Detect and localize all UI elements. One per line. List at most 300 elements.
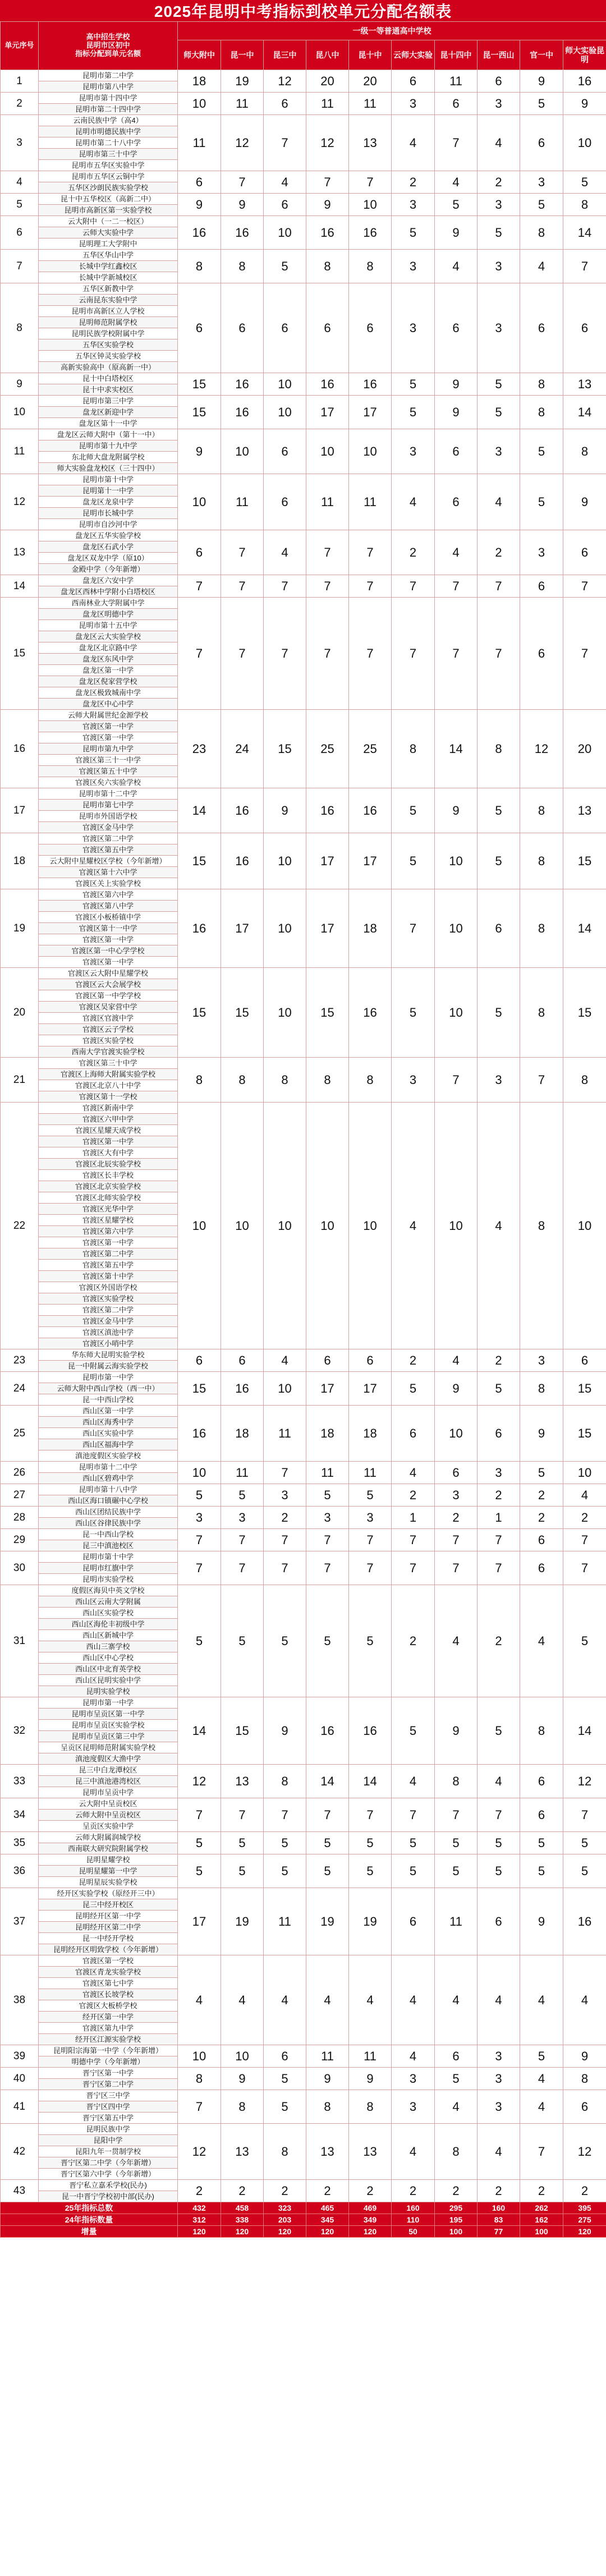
- quota-value: 16: [349, 788, 392, 833]
- quota-value: 3: [435, 1484, 478, 1507]
- summary-value: 120: [221, 2226, 264, 2238]
- quota-value: 6: [520, 1551, 563, 1585]
- school-name: 昆明市第十九中学: [39, 440, 178, 452]
- school-name: 昆明理工大学附中: [39, 238, 178, 250]
- school-name: 滇池度假区实验学校: [39, 1450, 178, 1462]
- quota-value: 11: [349, 1462, 392, 1484]
- school-name: 晋宁区第一中学: [39, 2068, 178, 2079]
- quota-value: 3: [478, 2068, 520, 2090]
- header-group: 一级一等普通高中学校: [178, 22, 606, 40]
- quota-value: 8: [221, 1058, 264, 1103]
- school-name: 昆明经开区第一中学: [39, 1911, 178, 1922]
- quota-value: 3: [178, 1507, 221, 1529]
- unit-number: 27: [1, 1484, 39, 1507]
- school-name: 昆明阳宗海第一中学（今年新增）: [39, 2045, 178, 2056]
- quota-value: 6: [520, 1798, 563, 1832]
- school-name: 官渡区长丰学校: [39, 1170, 178, 1181]
- quota-value: 6: [478, 889, 520, 968]
- unit-number: 26: [1, 1462, 39, 1484]
- school-name: 昆明市第二十四中学: [39, 104, 178, 115]
- school-name: 官渡区第一中学: [39, 1136, 178, 1147]
- school-name: 晋宁区第六中学（今年新增）: [39, 2169, 178, 2180]
- quota-value: 7: [306, 598, 349, 710]
- quota-value: 7: [264, 1529, 306, 1551]
- quota-value: 15: [178, 833, 221, 889]
- school-name: 盘龙区西林中学附小白塔校区: [39, 586, 178, 598]
- summary-value: 120: [349, 2226, 392, 2238]
- quota-value: 5: [520, 194, 563, 216]
- school-name: 云大附中星耀校区学校（今年新增）: [39, 856, 178, 867]
- quota-value: 2: [392, 1585, 435, 1697]
- header-unit-no: 单元序号: [1, 22, 39, 70]
- quota-value: 1: [478, 1507, 520, 1529]
- quota-value: 11: [349, 93, 392, 115]
- quota-value: 7: [392, 1529, 435, 1551]
- quota-value: 8: [306, 2090, 349, 2124]
- table-row: [1, 968, 606, 979]
- school-name: 官渡区大板桥学校: [39, 2000, 178, 2012]
- quota-value: 3: [478, 1058, 520, 1103]
- school-name: 官渡区第十一学校: [39, 1091, 178, 1103]
- header-col: 昆一西山: [478, 40, 520, 70]
- quota-value: 7: [178, 598, 221, 710]
- quota-value: 6: [478, 70, 520, 93]
- quota-value: 5: [264, 1832, 306, 1854]
- quota-value: 2: [435, 1507, 478, 1529]
- quota-value: 2: [520, 1507, 563, 1529]
- quota-value: 17: [306, 396, 349, 429]
- school-name: 官渡区第六中学: [39, 1226, 178, 1237]
- school-name: 盘龙区五华实验学校: [39, 530, 178, 541]
- quota-value: 8: [520, 788, 563, 833]
- summary-label: 增量: [1, 2226, 178, 2238]
- quota-value: 16: [306, 788, 349, 833]
- quota-value: 8: [178, 2068, 221, 2090]
- school-name: 官渡区关上实验学校: [39, 878, 178, 889]
- quota-value: 4: [435, 250, 478, 283]
- quota-value: 9: [264, 788, 306, 833]
- quota-value: 9: [178, 194, 221, 216]
- header-col: 云师大实验: [392, 40, 435, 70]
- school-name: 昆明市红旗中学: [39, 1563, 178, 1574]
- quota-value: 15: [178, 1372, 221, 1406]
- quota-value: 2: [478, 1349, 520, 1372]
- quota-value: 8: [264, 1058, 306, 1103]
- quota-value: 10: [178, 1462, 221, 1484]
- school-name: 昆三中滇池校区: [39, 1540, 178, 1551]
- quota-value: 14: [563, 216, 606, 250]
- quota-value: 4: [264, 171, 306, 194]
- school-name: 西山区云南大学附属: [39, 1596, 178, 1608]
- unit-number: 10: [1, 396, 39, 429]
- quota-value: 7: [178, 2090, 221, 2124]
- unit-number: 7: [1, 250, 39, 283]
- unit-number: 33: [1, 1765, 39, 1798]
- quota-value: 17: [178, 1888, 221, 1955]
- quota-value: 3: [478, 93, 520, 115]
- unit-number: 14: [1, 575, 39, 598]
- quota-value: 6: [264, 93, 306, 115]
- quota-value: 9: [435, 1372, 478, 1406]
- quota-value: 4: [264, 1955, 306, 2045]
- school-name: 西山区海伦丰初级中学: [39, 1619, 178, 1630]
- quota-value: 12: [264, 70, 306, 93]
- quota-value: 7: [178, 1551, 221, 1585]
- table-row: [1, 115, 606, 126]
- quota-value: 13: [563, 788, 606, 833]
- table-row: [1, 1551, 606, 1563]
- quota-value: 5: [306, 1832, 349, 1854]
- quota-value: 18: [178, 70, 221, 93]
- quota-value: 9: [306, 194, 349, 216]
- quota-value: 5: [563, 1585, 606, 1697]
- quota-value: 5: [520, 93, 563, 115]
- table-row: [1, 1585, 606, 1596]
- school-name: 昆明市呈贡区第三中学: [39, 1731, 178, 1742]
- quota-value: 10: [178, 2045, 221, 2068]
- table-row: [1, 1765, 606, 1776]
- quota-value: 4: [478, 1103, 520, 1349]
- school-name: 五华区华山中学: [39, 250, 178, 261]
- school-name: 滇池度假区大渔中学: [39, 1753, 178, 1765]
- school-name: 盘龙区北京路中学: [39, 642, 178, 654]
- quota-value: 15: [563, 1372, 606, 1406]
- school-name: 昆明实验学校: [39, 1686, 178, 1697]
- quota-value: 10: [349, 1103, 392, 1349]
- quota-value: 5: [435, 1832, 478, 1854]
- school-name: 昆一中西山学校: [39, 1529, 178, 1540]
- quota-value: 5: [392, 1372, 435, 1406]
- quota-value: 8: [178, 250, 221, 283]
- table-row: [1, 250, 606, 261]
- quota-value: 10: [435, 1406, 478, 1462]
- quota-value: 8: [392, 710, 435, 788]
- quota-value: 4: [435, 1349, 478, 1372]
- school-name: 官渡区第二中学: [39, 1248, 178, 1260]
- quota-value: 7: [392, 1551, 435, 1585]
- school-name: 昆明市第十八中学: [39, 1484, 178, 1495]
- quota-value: 5: [264, 2068, 306, 2090]
- school-name: 官渡区实验学校: [39, 1035, 178, 1046]
- school-name: 经开区第一中学: [39, 2012, 178, 2023]
- quota-value: 3: [392, 2090, 435, 2124]
- summary-value: 349: [349, 2214, 392, 2226]
- school-name: 晋宁私立嘉禾学校(民办): [39, 2180, 178, 2191]
- quota-value: 16: [306, 1697, 349, 1765]
- school-name: 官渡区矣六实验学校: [39, 777, 178, 788]
- school-name: 西山区实验学校: [39, 1608, 178, 1619]
- summary-value: 120: [563, 2226, 606, 2238]
- quota-value: 5: [478, 1372, 520, 1406]
- summary-value: 50: [392, 2226, 435, 2238]
- school-name: 昆明市外国语学校: [39, 811, 178, 822]
- school-name: 华东师大昆明实验学校: [39, 1349, 178, 1361]
- unit-number: 19: [1, 889, 39, 968]
- quota-value: 8: [478, 710, 520, 788]
- school-name: 西山区新城中学: [39, 1630, 178, 1641]
- unit-number: 35: [1, 1832, 39, 1854]
- quota-value: 5: [478, 788, 520, 833]
- quota-value: 10: [435, 1103, 478, 1349]
- school-name: 昆明市第十二中学: [39, 788, 178, 800]
- school-name: 官渡区北师实验学校: [39, 1192, 178, 1204]
- quota-value: 11: [306, 2045, 349, 2068]
- quota-value: 6: [392, 1888, 435, 1955]
- school-name: 盘龙区云师大附中（第十一中）: [39, 429, 178, 440]
- school-name: 西山区海口镇碾中心学校: [39, 1495, 178, 1507]
- quota-value: 8: [221, 2090, 264, 2124]
- school-name: 官渡区小哨中学: [39, 1338, 178, 1349]
- quota-value: 6: [178, 1349, 221, 1372]
- quota-value: 5: [264, 2090, 306, 2124]
- quota-value: 16: [221, 788, 264, 833]
- school-name: 官渡区第十中学: [39, 1271, 178, 1282]
- quota-value: 11: [178, 115, 221, 171]
- summary-value: 160: [392, 2202, 435, 2214]
- quota-value: 13: [349, 2124, 392, 2180]
- quota-value: 8: [520, 396, 563, 429]
- quota-value: 3: [478, 2045, 520, 2068]
- quota-value: 9: [435, 788, 478, 833]
- school-name: 云师大附中呈贡校区: [39, 1810, 178, 1821]
- school-name: 昆明市第二十八中学: [39, 137, 178, 149]
- quota-value: 7: [478, 1529, 520, 1551]
- school-name: 呈贡区实验中学: [39, 1821, 178, 1832]
- unit-number: 29: [1, 1529, 39, 1551]
- quota-value: 6: [435, 474, 478, 530]
- quota-value: 11: [306, 93, 349, 115]
- school-name: 金殿中学（今年新增）: [39, 564, 178, 575]
- quota-value: 16: [306, 373, 349, 396]
- table-row: [1, 889, 606, 901]
- school-name: 昆明市第十二中学: [39, 1462, 178, 1473]
- table-row: [1, 474, 606, 485]
- quota-value: 5: [520, 1832, 563, 1854]
- quota-value: 5: [221, 1484, 264, 1507]
- quota-value: 7: [306, 1529, 349, 1551]
- quota-value: 10: [264, 833, 306, 889]
- quota-value: 4: [392, 1103, 435, 1349]
- quota-value: 8: [178, 1058, 221, 1103]
- quota-value: 10: [221, 2045, 264, 2068]
- school-name: 西南大学官渡实验学校: [39, 1046, 178, 1058]
- quota-value: 9: [520, 1406, 563, 1462]
- school-name: 西山区谷律民族中学: [39, 1518, 178, 1529]
- quota-value: 8: [520, 1697, 563, 1765]
- quota-value: 3: [264, 1484, 306, 1507]
- quota-value: 7: [221, 530, 264, 575]
- quota-value: 10: [349, 429, 392, 474]
- quota-value: 2: [306, 2180, 349, 2202]
- quota-value: 17: [306, 1372, 349, 1406]
- table-row: [1, 833, 606, 844]
- school-name: 西南联大研究院附属学校: [39, 1843, 178, 1854]
- quota-value: 4: [435, 2090, 478, 2124]
- quota-value: 4: [392, 115, 435, 171]
- quota-value: 7: [306, 575, 349, 598]
- school-name: 官渡区新南中学: [39, 1103, 178, 1114]
- school-name: 晋宁区三中学: [39, 2090, 178, 2101]
- quota-value: 3: [478, 194, 520, 216]
- quota-value: 14: [563, 396, 606, 429]
- summary-value: 162: [520, 2214, 563, 2226]
- school-name: 官渡区云大附中星耀学校: [39, 968, 178, 979]
- quota-value: 7: [392, 889, 435, 968]
- school-name: 官渡区第八中学: [39, 901, 178, 912]
- school-name: 昆明民族中学: [39, 2124, 178, 2135]
- quota-value: 11: [306, 474, 349, 530]
- quota-value: 19: [221, 1888, 264, 1955]
- unit-number: 4: [1, 171, 39, 194]
- table-row: [1, 530, 606, 541]
- quota-value: 14: [306, 1765, 349, 1798]
- school-name: 昆十中白塔校区: [39, 373, 178, 384]
- summary-value: 203: [264, 2214, 306, 2226]
- header-col: 昆十四中: [435, 40, 478, 70]
- summary-value: 465: [306, 2202, 349, 2214]
- school-name: 昆明市第八中学: [39, 81, 178, 93]
- unit-number: 24: [1, 1372, 39, 1406]
- quota-value: 2: [349, 2180, 392, 2202]
- quota-value: 6: [520, 1529, 563, 1551]
- quota-value: 11: [221, 1462, 264, 1484]
- school-name: 明德中学（今年新增）: [39, 2056, 178, 2068]
- quota-value: 6: [563, 283, 606, 373]
- quota-value: 5: [392, 396, 435, 429]
- quota-value: 5: [178, 1484, 221, 1507]
- quota-value: 2: [478, 1484, 520, 1507]
- quota-value: 6: [520, 115, 563, 171]
- quota-value: 7: [563, 1798, 606, 1832]
- summary-value: 100: [435, 2226, 478, 2238]
- school-name: 昆明经开区明致学校（今年新增）: [39, 1944, 178, 1955]
- unit-number: 5: [1, 194, 39, 216]
- table-row: [1, 171, 606, 182]
- unit-number: 41: [1, 2090, 39, 2124]
- quota-value: 6: [264, 429, 306, 474]
- table-row: [1, 788, 606, 800]
- quota-value: 10: [178, 474, 221, 530]
- quota-value: 5: [392, 788, 435, 833]
- school-name: 官渡区第七中学: [39, 1978, 178, 1989]
- quota-value: 7: [563, 1551, 606, 1585]
- quota-value: 10: [264, 396, 306, 429]
- quota-value: 11: [435, 1888, 478, 1955]
- quota-value: 13: [349, 115, 392, 171]
- school-name: 昆明市自沙河中学: [39, 519, 178, 530]
- quota-value: 11: [435, 70, 478, 93]
- quota-value: 9: [221, 194, 264, 216]
- unit-number: 2: [1, 93, 39, 115]
- school-name: 官渡区小板桥镇中学: [39, 912, 178, 923]
- quota-value: 5: [478, 1832, 520, 1854]
- quota-value: 7: [221, 598, 264, 710]
- header-col: 昆八中: [306, 40, 349, 70]
- school-name: 昆十中五华校区（高新二中）: [39, 194, 178, 205]
- school-name: 昆阳中学: [39, 2135, 178, 2146]
- school-name: 五华区新教中学: [39, 283, 178, 295]
- quota-value: 5: [349, 1585, 392, 1697]
- unit-number: 9: [1, 373, 39, 396]
- quota-value: 15: [563, 968, 606, 1058]
- school-name: 昆三中经开校区: [39, 1899, 178, 1911]
- header-col: 师大附中: [178, 40, 221, 70]
- quota-value: 9: [563, 93, 606, 115]
- unit-number: 11: [1, 429, 39, 474]
- quota-value: 5: [392, 373, 435, 396]
- school-name: 西山区第一中学: [39, 1406, 178, 1417]
- quota-value: 5: [392, 216, 435, 250]
- quota-value: 16: [563, 70, 606, 93]
- school-name: 昆一中晋宁学校初中部(民办): [39, 2191, 178, 2202]
- school-name: 云师大附中西山学校（西一中）: [39, 1383, 178, 1394]
- quota-value: 16: [221, 396, 264, 429]
- quota-value: 3: [392, 283, 435, 373]
- quota-value: 6: [349, 1349, 392, 1372]
- school-name: 西南林业大学附属中学: [39, 598, 178, 609]
- quota-value: 5: [392, 1854, 435, 1888]
- quota-value: 25: [306, 710, 349, 788]
- quota-value: 11: [306, 1462, 349, 1484]
- school-name: 官渡区滇池中学: [39, 1327, 178, 1338]
- quota-value: 6: [392, 70, 435, 93]
- quota-value: 7: [563, 250, 606, 283]
- school-name: 昆明市第一中学: [39, 1697, 178, 1709]
- summary-row: [1, 2226, 606, 2238]
- quota-value: 8: [520, 373, 563, 396]
- quota-value: 6: [563, 1349, 606, 1372]
- unit-number: 8: [1, 283, 39, 373]
- table-row: [1, 283, 606, 295]
- school-name: 昆三中白龙潭校区: [39, 1765, 178, 1776]
- quota-value: 15: [306, 968, 349, 1058]
- quota-value: 9: [306, 2068, 349, 2090]
- quota-value: 4: [435, 1585, 478, 1697]
- table-row: [1, 1798, 606, 1810]
- school-name: 官渡区青龙实验学校: [39, 1967, 178, 1978]
- quota-value: 7: [306, 1551, 349, 1585]
- quota-value: 17: [306, 833, 349, 889]
- table-row: [1, 70, 606, 81]
- school-name: 西山三寨学校: [39, 1641, 178, 1652]
- school-name: 长城中学红鑫校区: [39, 261, 178, 272]
- school-name: 昆明第十一中学: [39, 485, 178, 497]
- quota-value: 2: [264, 1507, 306, 1529]
- quota-value: 2: [264, 2180, 306, 2202]
- quota-value: 23: [178, 710, 221, 788]
- quota-value: 4: [392, 1462, 435, 1484]
- quota-value: 16: [349, 1697, 392, 1765]
- school-name: 呈贡区昆明师范附属实验学校: [39, 1742, 178, 1753]
- school-name: 云南昆东实验中学: [39, 295, 178, 306]
- school-name: 官渡区第五中学: [39, 844, 178, 856]
- summary-value: 120: [178, 2226, 221, 2238]
- quota-value: 5: [178, 1832, 221, 1854]
- unit-number: 40: [1, 2068, 39, 2090]
- quota-value: 2: [178, 2180, 221, 2202]
- school-name: 官渡区第一中学学校: [39, 990, 178, 1002]
- school-name: 官渡区第一中心学学校: [39, 945, 178, 957]
- quota-value: 5: [178, 1585, 221, 1697]
- unit-number: 38: [1, 1955, 39, 2045]
- school-name: 盘龙区新迎中学: [39, 407, 178, 418]
- quota-value: 7: [349, 171, 392, 194]
- header-col: 官一中: [520, 40, 563, 70]
- quota-value: 7: [221, 1551, 264, 1585]
- quota-value: 15: [178, 396, 221, 429]
- quota-value: 3: [392, 1058, 435, 1103]
- quota-value: 6: [306, 1349, 349, 1372]
